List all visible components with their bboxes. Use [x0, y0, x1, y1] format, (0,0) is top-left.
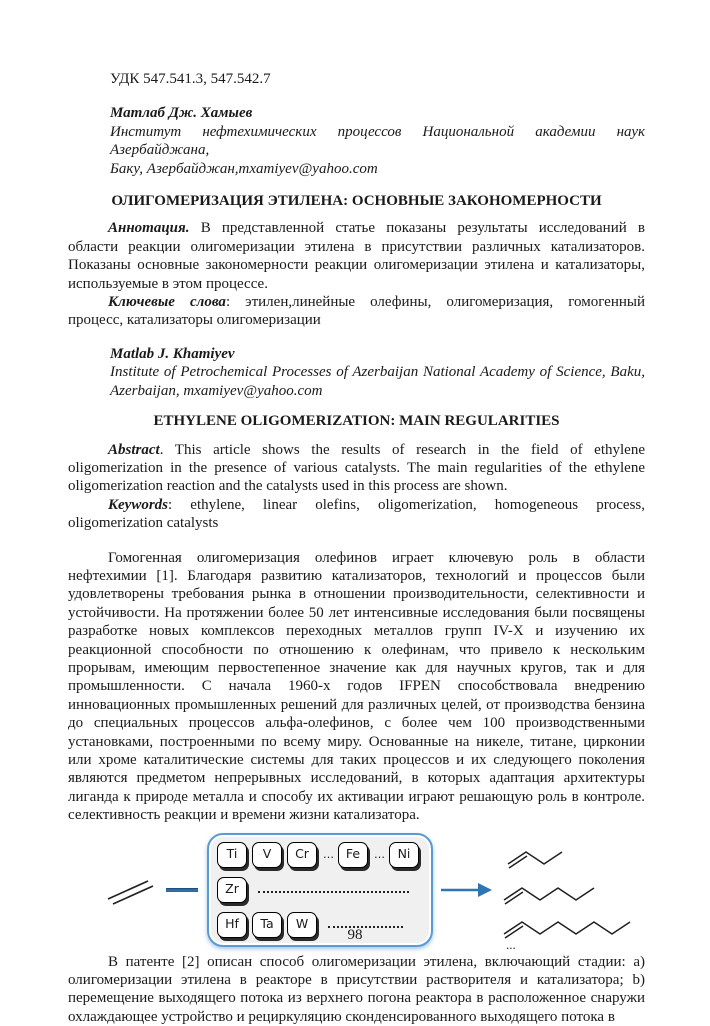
metal-key-cr: Cr — [287, 842, 317, 868]
affiliation-en: Institute of Petrochemical Processes of Azerbaijan National Academy of Science, Baku, Azerbaijan, mxamiyev@yahoo.com — [110, 364, 645, 399]
butene-molecule — [508, 852, 562, 868]
udc-code: УДК 547.541.3, 547.542.7 — [110, 71, 271, 87]
metals-row-2 — [217, 875, 423, 905]
author-block-ru — [110, 104, 645, 178]
affiliation-ru-line1: Институт нефтехимических процессов Национальной академии наук Азербайджана, — [110, 123, 645, 159]
abstract-ru — [68, 219, 645, 293]
metal-key-ti: Ti — [217, 842, 247, 868]
metal-key-hf: Hf — [217, 912, 247, 938]
hexene-molecule — [504, 888, 594, 904]
author-block-en — [110, 345, 645, 400]
affiliation-ru-line2: Баку, Азербайджан,mxamiyev@yahoo.com — [110, 160, 378, 177]
products-ellipsis: ... — [506, 936, 516, 952]
body-paragraph-1: Гомогенная олигомеризация олефинов играет ключевую роль в области нефтехимии [1]. Благодаря развитию катализаторов, технологий и процессов были удовлетворены требования рынка в отношении производительности, селективности и устойчивости. На протяжении более 50 лет интенсивные исследования были посвящены разработке новых комплексов переходных металлов групп IV-X и изучению их реакционной способности по отношению к олефинам, что привело к нескольким прорывам, имеющим первостепенное значение как для научных кругов, так и для промышленности. С начала 1960-х годов IFPEN способствовала внедрению инновационных промышленных решений для различных целей, от производства бензина до специальных процессов альфа-олефинов, с более чем 100 производственными установками, построенными по всему миру. Основанные на никеле, титане, цирконии или хроме каталитические системы для таких процессов и их следующего поколения являются предметом непрерывных исследований, в которых адаптация архитектуры лиганда к природе металла и способу их активации играют решающую роль в контроле. селективность реакции и времени жизни катализатора. — [68, 549, 645, 824]
keywords-text-en: : ethylene, linear olefins, oligomerization, homogeneous process, oligomerization catalysts — [68, 496, 645, 532]
metal-key-ta: Ta — [252, 912, 282, 938]
metal-key-v: V — [252, 842, 282, 868]
article-title-en: ETHYLENE OLIGOMERIZATION: MAIN REGULARITIES — [153, 413, 560, 430]
abstract-text-en: . This article shows the results of research in the field of ethylene oligomerization in the presence of various catalysts. The main regularities of the ethylene oligomerization reaction and the catalysts used in this process are shown. — [68, 441, 645, 495]
author-name-en: Matlab J. Khamiyev — [110, 345, 235, 362]
metal-key-ni: Ni — [389, 842, 419, 868]
ethylene-molecule — [102, 871, 157, 909]
metals-row-1 — [217, 840, 423, 870]
metal-key-fe: Fe — [338, 842, 368, 868]
keywords-en — [68, 496, 645, 533]
reaction-line — [166, 888, 198, 892]
author-name-ru: Матлаб Дж. Хамыев — [110, 105, 253, 122]
ellipsis-icon: … — [323, 848, 335, 862]
article-title-ru: ОЛИГОМЕРИЗАЦИЯ ЭТИЛЕНА: ОСНОВНЫЕ ЗАКОНОМЕРНОСТИ — [111, 193, 602, 210]
metal-key-zr: Zr — [217, 877, 247, 903]
page-number: 98 — [347, 927, 363, 943]
abstract-text-ru: В представленной статье показаны результаты исследований в области реакции олигомеризации этилена в присутствии различных катализаторов. Показаны основные закономерности реакции олигомеризации этилена и катализаторы, используемые в этом процессе. — [68, 220, 646, 292]
metal-key-w: W — [287, 912, 317, 938]
keywords-label-en: Keywords — [108, 496, 168, 513]
ellipsis-icon: … — [374, 848, 386, 862]
abstract-label-ru: Аннотация. — [108, 220, 190, 237]
keywords-ru — [68, 293, 645, 330]
keywords-text-ru: : этилен,линейные олефины, олигомеризация, гомогенный процесс, катализаторы олигомеризации — [68, 294, 645, 329]
keywords-label-ru: Ключевые слова — [108, 294, 226, 311]
reaction-arrow-icon — [439, 879, 493, 901]
body-paragraph-2: В патенте [2] описан способ олигомеризации этилена, включающий стадии: а) олигомеризации этилена в реакторе в присутствии растворителя и катализатора; b) перемещение выходящего потока из верхнего погона реактора в расположенное снаружи охлаждающее устройство и рециркуляцию сконденсированного выходящего потока в — [68, 953, 645, 1025]
dotted-line — [258, 891, 409, 893]
abstract-label-en: Abstract — [108, 441, 160, 458]
abstract-en — [68, 441, 645, 496]
